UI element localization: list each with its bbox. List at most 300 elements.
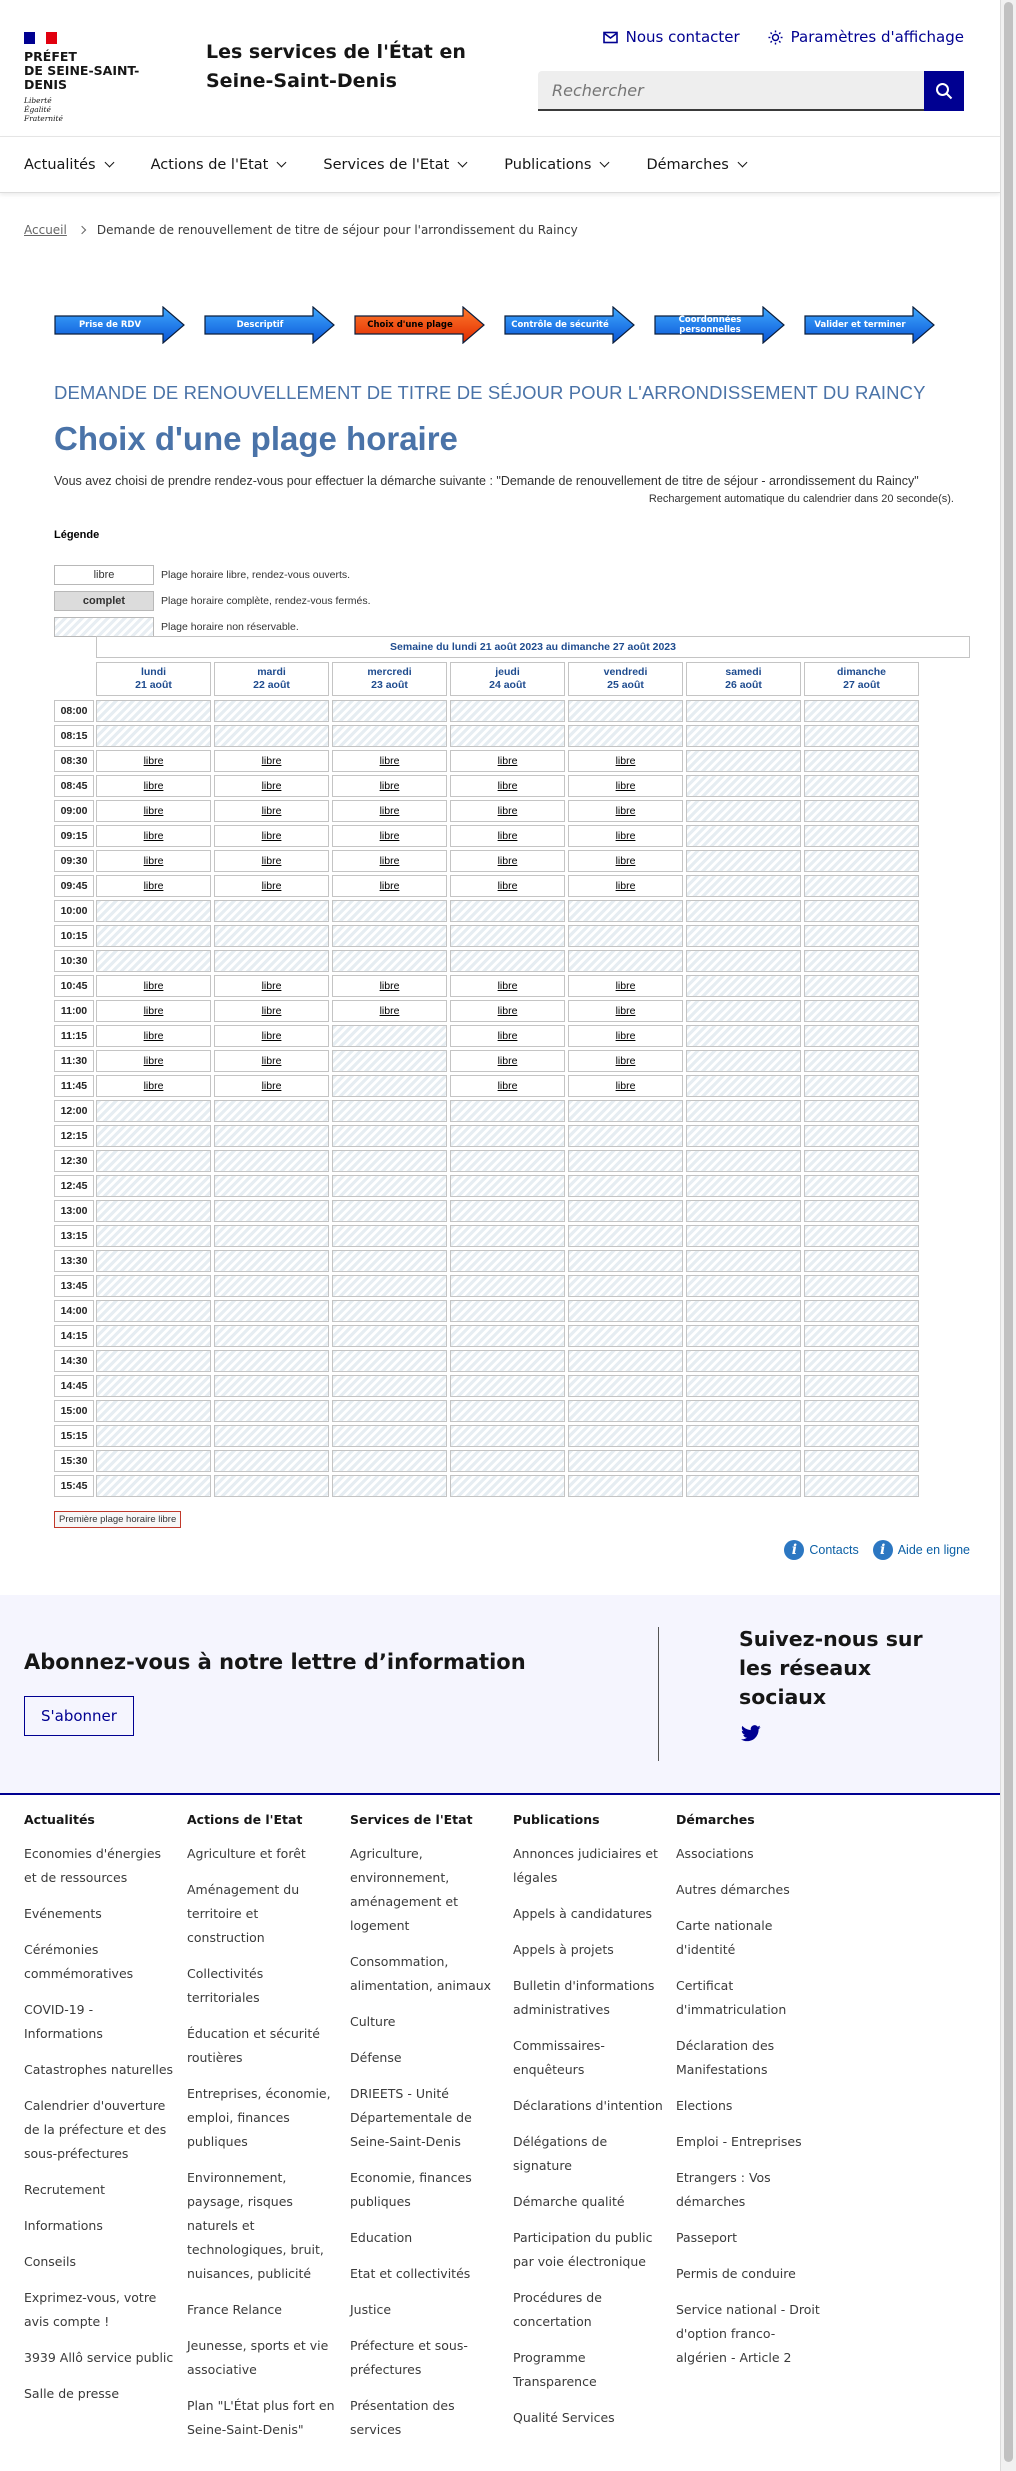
unavailable-slot: [332, 1025, 447, 1047]
french-flag-icon: [24, 32, 57, 44]
newsletter-title: Abonnez-vous à notre lettre d’information: [24, 1650, 526, 1674]
footer-link[interactable]: DRIEETS - Unité Départementale de Seine-Saint-Denis: [350, 2086, 472, 2149]
unavailable-slot: [332, 700, 447, 722]
unavailable-slot: [332, 1475, 447, 1497]
free-slot-link[interactable]: libre: [332, 975, 447, 997]
footer-link[interactable]: Délégations de signature: [513, 2134, 608, 2173]
footer-link[interactable]: Economie, finances publiques: [350, 2170, 472, 2209]
search-bar: [538, 71, 964, 111]
time-label: 09:15: [54, 825, 94, 847]
free-slot-link[interactable]: libre: [214, 875, 329, 897]
day-date: 26 août: [725, 679, 762, 691]
legend-full: [54, 588, 371, 614]
unavailable-slot: [568, 1325, 683, 1347]
time-label: 10:00: [54, 900, 94, 922]
nav-item[interactable]: [151, 157, 286, 173]
unavailable-slot: [450, 1175, 565, 1197]
footer-link[interactable]: Défense: [350, 2050, 402, 2065]
unavailable-slot: [214, 700, 329, 722]
unavailable-slot: [804, 775, 919, 797]
unavailable-slot: [686, 1175, 801, 1197]
free-slot-link[interactable]: libre: [96, 1025, 211, 1047]
unavailable-slot: [214, 925, 329, 947]
footer-link[interactable]: Participation du public par voie électronique: [513, 2230, 653, 2269]
footer-link[interactable]: France Relance: [187, 2302, 282, 2317]
free-slot-link[interactable]: libre: [332, 775, 447, 797]
step-3: [354, 306, 485, 344]
subscribe-button[interactable]: S'abonner: [24, 1696, 134, 1736]
free-slot-link[interactable]: libre: [450, 975, 565, 997]
display-settings-link[interactable]: Paramètres d'affichage: [768, 28, 964, 46]
unavailable-slot: [332, 1075, 447, 1097]
free-slot-link[interactable]: libre: [214, 800, 329, 822]
time-label: 14:15: [54, 1325, 94, 1347]
logo-motto: Liberté Égalité Fraternité: [24, 96, 63, 123]
breadcrumb-home[interactable]: Accueil: [24, 223, 67, 237]
unavailable-slot: [804, 1000, 919, 1022]
unavailable-slot: [450, 1400, 565, 1422]
unavailable-slot: [96, 1150, 211, 1172]
unavailable-slot: [686, 1050, 801, 1072]
unavailable-slot: [686, 1275, 801, 1297]
time-label: 14:30: [54, 1350, 94, 1372]
step-label: Prise de RDV: [78, 320, 142, 330]
nav-item[interactable]: [323, 157, 466, 173]
unavailable-slot: [804, 975, 919, 997]
day-name: vendredi: [603, 666, 648, 678]
step-5: [654, 306, 785, 344]
footer-link[interactable]: Certificat d'immatriculation: [676, 1978, 787, 2017]
day-date: 23 août: [371, 679, 408, 691]
free-slot-link[interactable]: libre: [214, 850, 329, 872]
unavailable-slot: [686, 1475, 801, 1497]
free-slot-link[interactable]: libre: [568, 875, 683, 897]
time-label: 10:45: [54, 975, 94, 997]
free-slot-link[interactable]: libre: [332, 825, 447, 847]
unavailable-slot: [686, 1150, 801, 1172]
footer-link[interactable]: Éducation et sécurité routières: [187, 2026, 320, 2065]
nav-item[interactable]: [646, 157, 745, 173]
footer-link[interactable]: Démarche qualité: [513, 2194, 625, 2209]
header-tools: [603, 28, 964, 46]
unavailable-slot: [568, 1400, 683, 1422]
main-nav: [0, 137, 1000, 193]
free-slot-link[interactable]: libre: [450, 750, 565, 772]
free-slot-link[interactable]: libre: [96, 1075, 211, 1097]
free-slot-link[interactable]: libre: [214, 975, 329, 997]
unavailable-slot: [332, 1150, 447, 1172]
nav-item[interactable]: [24, 157, 113, 173]
unavailable-slot: [450, 1125, 565, 1147]
unavailable-slot: [568, 900, 683, 922]
step-6: [804, 306, 935, 344]
day-header: [686, 662, 801, 696]
progress-steps: [54, 306, 935, 344]
unavailable-slot: [450, 1275, 565, 1297]
unavailable-slot: [686, 1100, 801, 1122]
unavailable-slot: [568, 1150, 683, 1172]
free-slot-link[interactable]: libre: [332, 875, 447, 897]
day-header: [450, 662, 565, 696]
footer-column-title: Démarches: [676, 1812, 755, 1827]
unavailable-slot: [214, 1175, 329, 1197]
info-icon: i: [784, 1540, 804, 1560]
step-label: Descriptif: [236, 320, 284, 330]
unavailable-slot: [686, 925, 801, 947]
unavailable-slot: [804, 1225, 919, 1247]
time-label: 13:15: [54, 1225, 94, 1247]
footer-link[interactable]: Education: [350, 2230, 413, 2245]
time-label: 13:30: [54, 1250, 94, 1272]
free-slot-link[interactable]: libre: [568, 775, 683, 797]
footer-link[interactable]: Associations: [676, 1846, 754, 1861]
unavailable-slot: [686, 825, 801, 847]
unavailable-slot: [332, 925, 447, 947]
chevron-down-icon: [458, 158, 468, 168]
footer-link[interactable]: Aménagement du territoire et construction: [187, 1882, 300, 1945]
footer-link[interactable]: Informations: [24, 2218, 103, 2233]
time-label: 15:15: [54, 1425, 94, 1447]
unavailable-slot: [332, 1050, 447, 1072]
free-slot-link[interactable]: libre: [332, 800, 447, 822]
online-help-link[interactable]: i Aide en ligne: [873, 1540, 970, 1560]
unavailable-slot: [686, 1325, 801, 1347]
step-label: Valider et terminer: [814, 320, 906, 330]
unavailable-slot: [96, 1175, 211, 1197]
footer-link[interactable]: Procédures de concertation: [513, 2290, 602, 2329]
footer-link[interactable]: Cérémonies commémoratives: [24, 1942, 134, 1981]
free-slot-link[interactable]: libre: [568, 1000, 683, 1022]
footer-link[interactable]: Jeunesse, sports et vie associative: [187, 2338, 329, 2377]
unavailable-slot: [96, 1125, 211, 1147]
time-label: 15:00: [54, 1400, 94, 1422]
unavailable-slot: [804, 1400, 919, 1422]
unavailable-slot: [804, 1300, 919, 1322]
footer-column: [350, 1812, 513, 2454]
time-label: 10:30: [54, 950, 94, 972]
free-slot-link[interactable]: libre: [568, 975, 683, 997]
day-date: 22 août: [253, 679, 290, 691]
unavailable-slot: [568, 1275, 683, 1297]
free-slot-link[interactable]: libre: [568, 1025, 683, 1047]
footer-link[interactable]: Passeport: [676, 2230, 737, 2245]
footer-link[interactable]: Economies d'énergies et de ressources: [24, 1846, 162, 1885]
free-slot-link[interactable]: libre: [214, 1025, 329, 1047]
footer-link[interactable]: Etrangers : Vos démarches: [676, 2170, 771, 2209]
free-slot-link[interactable]: libre: [214, 1050, 329, 1072]
free-slot-link[interactable]: libre: [96, 875, 211, 897]
footer-link[interactable]: Evénements: [24, 1906, 102, 1921]
time-label: 12:15: [54, 1125, 94, 1147]
day-header: [96, 662, 211, 696]
unavailable-slot: [686, 1000, 801, 1022]
unavailable-slot: [332, 1100, 447, 1122]
legend-full-box: complet: [54, 591, 154, 611]
free-slot-link[interactable]: libre: [214, 775, 329, 797]
unavailable-slot: [686, 750, 801, 772]
footer-link[interactable]: Bulletin d'informations administratives: [513, 1978, 655, 2017]
nav-item[interactable]: [504, 157, 608, 173]
footer-link[interactable]: Appels à candidatures: [513, 1906, 653, 1921]
unavailable-slot: [214, 1425, 329, 1447]
unavailable-slot: [568, 1300, 683, 1322]
day-name: mercredi: [367, 666, 412, 678]
unavailable-slot: [214, 1450, 329, 1472]
free-slot-link[interactable]: libre: [214, 1000, 329, 1022]
time-label: 14:00: [54, 1300, 94, 1322]
time-label: 11:30: [54, 1050, 94, 1072]
unavailable-slot: [450, 900, 565, 922]
time-label: 11:45: [54, 1075, 94, 1097]
free-slot-link[interactable]: libre: [214, 1075, 329, 1097]
step-label: Contrôle de sécurité: [511, 320, 609, 330]
footer-link[interactable]: Programme Transparence: [513, 2350, 597, 2389]
day-name: samedi: [725, 666, 762, 678]
scrollbar[interactable]: [1000, 0, 1016, 2471]
search-icon: [935, 82, 953, 100]
footer-column-title: Actualités: [24, 1812, 95, 1827]
day-date: 21 août: [135, 679, 172, 691]
footer-link[interactable]: Déclaration des Manifestations: [676, 2038, 775, 2077]
chevron-down-icon: [104, 158, 114, 168]
unavailable-slot: [804, 1250, 919, 1272]
free-slot-link[interactable]: libre: [568, 850, 683, 872]
footer-link[interactable]: Plan "L'État plus fort en Seine-Saint-Denis": [187, 2398, 335, 2437]
unavailable-slot: [450, 1325, 565, 1347]
unavailable-slot: [686, 775, 801, 797]
info-icon: i: [873, 1540, 893, 1560]
free-slot-link[interactable]: libre: [450, 775, 565, 797]
day-header: [804, 662, 919, 696]
contact-link[interactable]: Nous contacter: [603, 28, 740, 46]
unavailable-slot: [96, 1325, 211, 1347]
free-slot-link[interactable]: libre: [96, 800, 211, 822]
free-slot-link[interactable]: libre: [96, 775, 211, 797]
footer-link[interactable]: Emploi - Entreprises: [676, 2134, 802, 2149]
free-slot-link[interactable]: libre: [568, 825, 683, 847]
footer-link[interactable]: Annonces judiciaires et légales: [513, 1846, 658, 1885]
unavailable-slot: [686, 800, 801, 822]
unavailable-slot: [450, 950, 565, 972]
unavailable-slot: [450, 1425, 565, 1447]
unavailable-slot: [96, 1475, 211, 1497]
contacts-link[interactable]: i Contacts: [784, 1540, 858, 1560]
first-free-slot-button[interactable]: Première plage horaire libre: [54, 1511, 181, 1528]
unavailable-slot: [450, 1200, 565, 1222]
unavailable-slot: [568, 1250, 683, 1272]
unavailable-slot: [332, 1350, 447, 1372]
footer-link[interactable]: COVID-19 - Informations: [24, 2002, 103, 2041]
twitter-icon[interactable]: [741, 1725, 761, 1747]
scrollbar-thumb[interactable]: [1004, 2, 1013, 2462]
free-slot-link[interactable]: libre: [96, 1050, 211, 1072]
unavailable-slot: [332, 1400, 447, 1422]
footer-link[interactable]: Agriculture, environnement, aménagement et logement: [350, 1846, 458, 1933]
footer-link[interactable]: Présentation des services: [350, 2398, 455, 2437]
free-slot-link[interactable]: libre: [450, 825, 565, 847]
unavailable-slot: [804, 1025, 919, 1047]
unavailable-slot: [804, 1350, 919, 1372]
time-label: 12:45: [54, 1175, 94, 1197]
unavailable-slot: [804, 1425, 919, 1447]
unavailable-slot: [450, 1300, 565, 1322]
footer-link[interactable]: Commissaires-enquêteurs: [513, 2038, 605, 2077]
unavailable-slot: [96, 1425, 211, 1447]
unavailable-slot: [450, 700, 565, 722]
unavailable-slot: [568, 1475, 683, 1497]
unavailable-slot: [450, 1150, 565, 1172]
unavailable-slot: [450, 925, 565, 947]
free-slot-link[interactable]: libre: [332, 1000, 447, 1022]
footer-link[interactable]: Préfecture et sous-préfectures: [350, 2338, 468, 2377]
prefet-logo[interactable]: [24, 32, 164, 123]
mail-icon: [603, 31, 618, 44]
unavailable-slot: [686, 1450, 801, 1472]
unavailable-slot: [568, 1375, 683, 1397]
unavailable-slot: [568, 950, 683, 972]
unavailable-slot: [804, 1325, 919, 1347]
time-label: 15:30: [54, 1450, 94, 1472]
legend: [54, 562, 371, 640]
footer-link[interactable]: Justice: [350, 2302, 392, 2317]
footer-link[interactable]: Agriculture et forêt: [187, 1846, 306, 1861]
free-slot-link[interactable]: libre: [568, 1050, 683, 1072]
unavailable-slot: [568, 700, 683, 722]
chevron-down-icon: [600, 158, 610, 168]
unavailable-slot: [804, 1075, 919, 1097]
unavailable-slot: [214, 1475, 329, 1497]
unavailable-slot: [214, 1375, 329, 1397]
free-slot-link[interactable]: libre: [214, 750, 329, 772]
unavailable-slot: [96, 1200, 211, 1222]
free-slot-link[interactable]: libre: [568, 800, 683, 822]
unavailable-slot: [804, 950, 919, 972]
page: [0, 0, 1000, 253]
footer-column: [187, 1812, 350, 2454]
day-name: mardi: [257, 666, 286, 678]
footer-column-title: Actions de l'Etat: [187, 1812, 303, 1827]
unavailable-slot: [96, 1225, 211, 1247]
search-button[interactable]: [924, 71, 964, 111]
footer-column: [513, 1812, 676, 2454]
free-slot-link[interactable]: libre: [96, 975, 211, 997]
footer-link[interactable]: Entreprises, économie, emploi, finances publiques: [187, 2086, 331, 2149]
footer-link[interactable]: Culture: [350, 2014, 396, 2029]
footer-link[interactable]: Elections: [676, 2098, 733, 2113]
unavailable-slot: [686, 1200, 801, 1222]
footer-link[interactable]: Conseils: [24, 2254, 76, 2269]
free-slot-link[interactable]: libre: [332, 750, 447, 772]
unavailable-slot: [804, 700, 919, 722]
footer-link[interactable]: Environnement, paysage, risques naturels et technologiques, bruit, nuisances, publicité: [187, 2170, 324, 2281]
footer-link[interactable]: Carte nationale d'identité: [676, 1918, 773, 1957]
unavailable-slot: [686, 1225, 801, 1247]
search-input[interactable]: [538, 71, 924, 111]
free-slot-link[interactable]: libre: [450, 1025, 565, 1047]
footer-link[interactable]: Déclarations d'intention: [513, 2098, 663, 2113]
site-title[interactable]: Les services de l'État en Seine-Saint-Denis: [206, 41, 466, 92]
free-slot-link[interactable]: libre: [568, 750, 683, 772]
unavailable-slot: [804, 1375, 919, 1397]
unavailable-slot: [804, 875, 919, 897]
footer-link[interactable]: Collectivités territoriales: [187, 1966, 264, 2005]
footer-link[interactable]: Calendrier d'ouverture de la préfecture et des sous-préfectures: [24, 2098, 167, 2161]
unavailable-slot: [96, 1350, 211, 1372]
free-slot-link[interactable]: libre: [332, 850, 447, 872]
unavailable-slot: [332, 950, 447, 972]
footer-link[interactable]: Etat et collectivités: [350, 2266, 471, 2281]
footer-link[interactable]: Autres démarches: [676, 1882, 790, 1897]
unavailable-slot: [804, 1100, 919, 1122]
day-date: 25 août: [607, 679, 644, 691]
footer-link[interactable]: 3939 Allô service public: [24, 2350, 174, 2365]
sun-icon: [768, 30, 783, 45]
unavailable-slot: [214, 900, 329, 922]
unavailable-slot: [96, 1300, 211, 1322]
footer-link[interactable]: Qualité Services: [513, 2410, 615, 2425]
page-title: Choix d'une plage horaire: [54, 420, 458, 457]
unavailable-slot: [686, 850, 801, 872]
legend-title: Légende: [54, 529, 100, 541]
help-links: [784, 1540, 970, 1560]
free-slot-link[interactable]: libre: [96, 825, 211, 847]
free-slot-link[interactable]: libre: [450, 800, 565, 822]
chevron-down-icon: [737, 158, 747, 168]
unavailable-slot: [804, 1475, 919, 1497]
step-1: [54, 306, 185, 344]
footer-link[interactable]: Appels à projets: [513, 1942, 614, 1957]
step-label: Choix d'une plage: [367, 320, 453, 330]
free-slot-link[interactable]: libre: [96, 850, 211, 872]
free-slot-link[interactable]: libre: [96, 1000, 211, 1022]
footer-link[interactable]: Salle de presse: [24, 2386, 120, 2401]
footer-link[interactable]: Recrutement: [24, 2182, 106, 2197]
free-slot-link[interactable]: libre: [568, 1075, 683, 1097]
footer-link[interactable]: Exprimez-vous, votre avis compte !: [24, 2290, 157, 2329]
free-slot-link[interactable]: libre: [214, 825, 329, 847]
free-slot-link[interactable]: libre: [450, 1000, 565, 1022]
unavailable-slot: [332, 1125, 447, 1147]
unavailable-slot: [332, 1450, 447, 1472]
free-slot-link[interactable]: libre: [450, 875, 565, 897]
unavailable-slot: [804, 1175, 919, 1197]
unavailable-slot: [332, 1175, 447, 1197]
time-label: 11:15: [54, 1025, 94, 1047]
footer-link[interactable]: Catastrophes naturelles: [24, 2062, 174, 2077]
unavailable-slot: [450, 1250, 565, 1272]
nav-item-label: Publications: [504, 156, 592, 173]
footer-link[interactable]: Permis de conduire: [676, 2266, 796, 2281]
footer-link[interactable]: Service national - Droit d'option franco-algérien - Article 2: [676, 2302, 820, 2365]
free-slot-link[interactable]: libre: [450, 1075, 565, 1097]
unavailable-slot: [332, 1200, 447, 1222]
chevron-down-icon: [277, 158, 287, 168]
unavailable-slot: [450, 1475, 565, 1497]
unavailable-slot: [96, 950, 211, 972]
footer-link[interactable]: Consommation, alimentation, animaux: [350, 1954, 492, 1993]
unavailable-slot: [332, 900, 447, 922]
time-label: 12:00: [54, 1100, 94, 1122]
unavailable-slot: [686, 1300, 801, 1322]
unavailable-slot: [804, 850, 919, 872]
unavailable-slot: [804, 750, 919, 772]
free-slot-link[interactable]: libre: [96, 750, 211, 772]
time-label: 14:45: [54, 1375, 94, 1397]
day-header: [214, 662, 329, 696]
unavailable-slot: [96, 1375, 211, 1397]
free-slot-link[interactable]: libre: [450, 850, 565, 872]
free-slot-link[interactable]: libre: [450, 1050, 565, 1072]
